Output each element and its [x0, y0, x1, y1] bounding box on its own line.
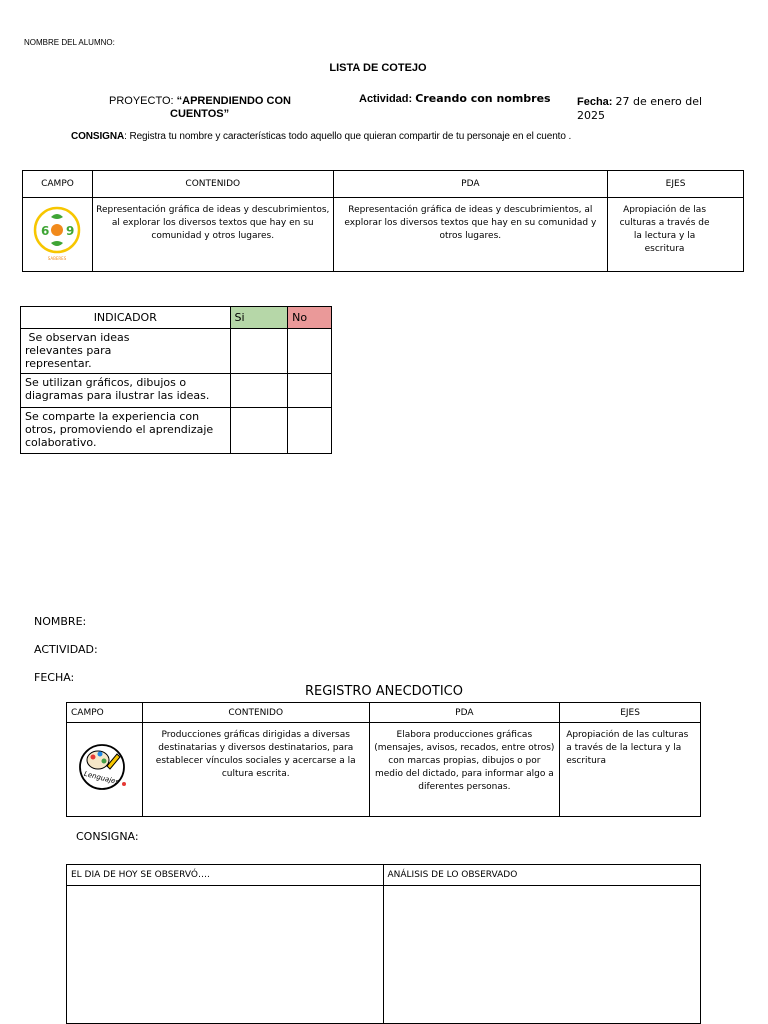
saberes-logo-icon [29, 202, 85, 264]
observation-table [66, 864, 701, 1024]
record-pda-text: Elabora producciones gráficas (mensajes, avisos, recados, entre otros) con marcas propias, dibujos o por medio del dictado, para informar algo a diferentes personas. [369, 723, 560, 817]
project-label: PROYECTO: [109, 95, 177, 107]
campo-logo-cell [23, 198, 93, 272]
record-ejes-text: Apropiación de las culturas a través de la lectura y la escritura [560, 723, 701, 817]
header-campo: CAMPO [23, 171, 93, 198]
indicator-text: Se utilizan gráficos, dibujos o diagramas para ilustrar las ideas. [21, 374, 231, 408]
header-si: Si [230, 307, 288, 329]
date-block [577, 95, 702, 122]
campo-table [22, 170, 744, 272]
record-header-contenido: CONTENIDO [142, 703, 369, 723]
svg-text:9: 9 [66, 223, 75, 238]
indicator-row [21, 408, 332, 454]
header-pda: PDA [333, 171, 608, 198]
ejes-text: Apropiación de las culturas a través de la lectura y la escritura [608, 198, 744, 272]
header-contenido: CONTENIDO [92, 171, 333, 198]
lenguajes-logo-caption: Lenguajes [83, 769, 121, 786]
record-actividad-label: ACTIVIDAD: [34, 643, 98, 656]
activity-label: Actividad: [359, 93, 416, 105]
record-campo-table [66, 702, 701, 817]
indicator-text: Se comparte la experiencia con otros, promoviendo el aprendizaje colaborativo. [21, 408, 231, 454]
pda-text: Representación gráfica de ideas y descubrimientos, al explorar los diversos textos que hay en su comunidad y otros lugares. [333, 198, 608, 272]
project-name-line2: CUENTOS” [170, 108, 230, 120]
record-fecha-label: FECHA: [34, 671, 75, 684]
record-title: REGISTRO ANECDOTICO [305, 684, 463, 699]
indicator-row [21, 329, 332, 374]
no-checkbox-cell[interactable] [288, 408, 332, 454]
no-checkbox-cell[interactable] [288, 374, 332, 408]
indicator-text: Se observan ideas relevantes para representar. [21, 329, 231, 374]
contenido-text: Representación gráfica de ideas y descubrimientos, al explorar los diversos textos que hay en su comunidad y otros lugares. [92, 198, 333, 272]
consigna-block [71, 131, 571, 142]
header-ejes: EJES [608, 171, 744, 198]
svg-text:6: 6 [41, 223, 50, 238]
saberes-logo-caption: SABERES [48, 255, 67, 261]
no-checkbox-cell[interactable] [288, 329, 332, 374]
consigna-text: : Registra tu nombre y características todo aquello que quieran compartir de tu personaje en el cuento . [124, 131, 572, 142]
project-name-line1: “APRENDIENDO CON [176, 95, 291, 107]
lenguajes-logo-icon [76, 740, 132, 796]
activity-block [359, 92, 551, 105]
analysis-input-area[interactable] [383, 886, 701, 1024]
page-title: LISTA DE COTEJO [329, 62, 427, 74]
activity-value: Creando con nombres [415, 92, 551, 105]
consigna-label: CONSIGNA [71, 131, 125, 142]
record-campo-logo-cell [67, 723, 143, 817]
indicator-row [21, 374, 332, 408]
project-block [109, 95, 291, 121]
date-value-line1: 27 de enero del [615, 95, 703, 108]
record-header-pda: PDA [369, 703, 560, 723]
si-checkbox-cell[interactable] [230, 329, 288, 374]
record-nombre-label: NOMBRE: [34, 615, 87, 628]
observed-header: EL DIA DE HOY SE OBSERVÓ…. [67, 865, 384, 886]
si-checkbox-cell[interactable] [230, 374, 288, 408]
record-consigna-label: CONSIGNA: [76, 830, 139, 843]
date-label: Fecha: [577, 96, 616, 108]
record-header-campo: CAMPO [67, 703, 143, 723]
indicator-table [20, 306, 332, 454]
record-contenido-text: Producciones gráficas dirigidas a diversas destinatarias y diversos destinatarios, para establecer vínculos sociales y acercarse a la cultura escrita. [142, 723, 369, 817]
si-checkbox-cell[interactable] [230, 408, 288, 454]
header-no: No [288, 307, 332, 329]
date-value-line2: 2025 [577, 109, 605, 122]
header-indicador: INDICADOR [21, 307, 231, 329]
observed-input-area[interactable] [67, 886, 384, 1024]
student-name-label: NOMBRE DEL ALUMNO: [24, 38, 115, 47]
record-header-ejes: EJES [560, 703, 701, 723]
analysis-header: ANÁLISIS DE LO OBSERVADO [383, 865, 701, 886]
